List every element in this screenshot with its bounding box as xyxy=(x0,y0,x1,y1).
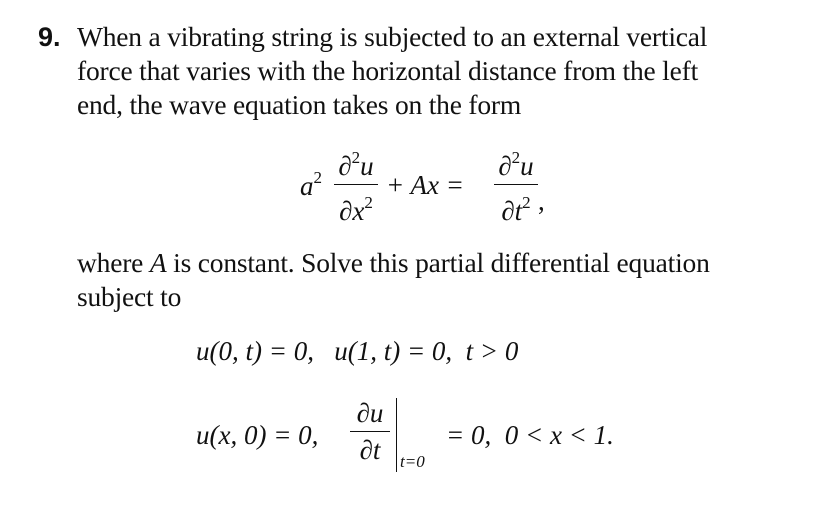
eq-rhs-fraction: ∂$^2$u $\partial t^2$ xyxy=(494,143,538,226)
evaluation-bar xyxy=(396,398,397,472)
initial-velocity-rhs: = 0, 0 < x < 1. xyxy=(446,420,614,450)
problem-number: 9. xyxy=(38,22,61,52)
eq-trailing-comma: , xyxy=(538,186,545,216)
eq-coefficient: $a^2$ xyxy=(300,168,322,201)
initial-displacement: u(x, 0) = 0, xyxy=(196,420,319,450)
intro-line-2: force that varies with the horizontal distance from the left xyxy=(77,55,699,86)
intro-line-1: When a vibrating string is subjected to an external vertical xyxy=(77,21,708,52)
intro-line-3: end, the wave equation takes on the form xyxy=(77,89,522,120)
eq-lhs-fraction: ∂$^2$u $\partial x^2$ xyxy=(334,143,378,226)
evaluation-subscript: t=0 xyxy=(400,452,425,471)
continuation-line-1: where A is constant. Solve this partial differential equation xyxy=(77,247,710,278)
eq-middle: + Ax = xyxy=(386,170,464,200)
initial-velocity-fraction: ∂u ∂t xyxy=(350,398,390,465)
boundary-conditions: u(0, t) = 0, u(1, t) = 0, t > 0 xyxy=(196,336,519,366)
continuation-line-2: subject to xyxy=(77,281,182,312)
